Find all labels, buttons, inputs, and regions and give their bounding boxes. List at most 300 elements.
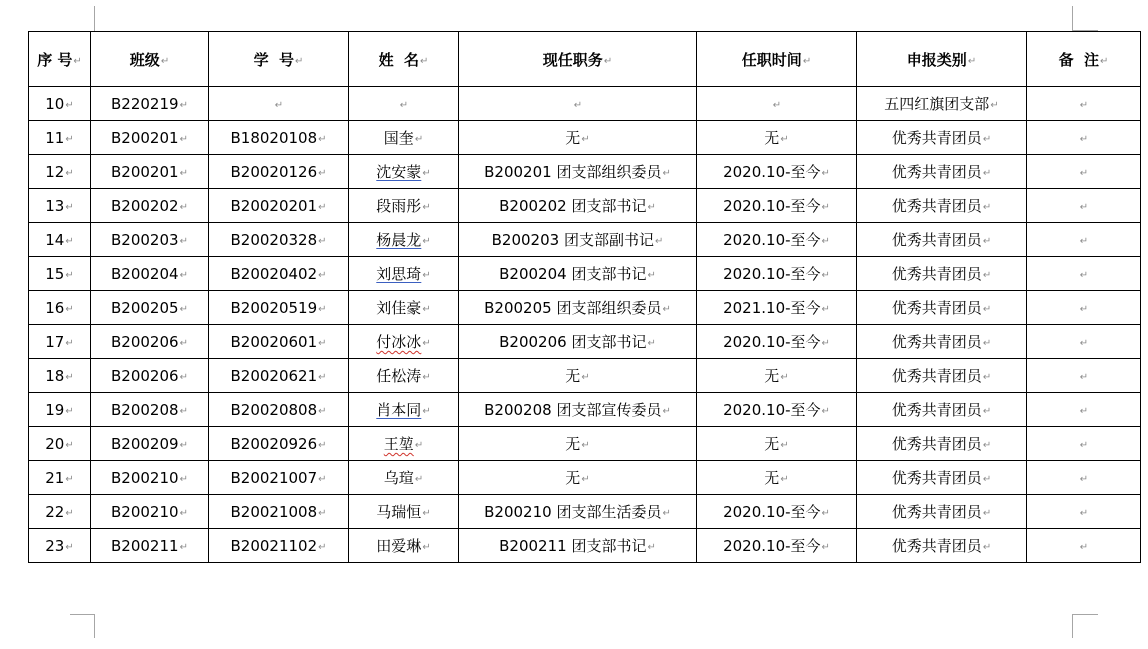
header-cell-category[interactable]: 申报类别↵ [857,32,1027,87]
paragraph-mark-icon: ↵ [179,473,188,485]
paragraph-mark-icon: ↵ [647,542,656,553]
paragraph-mark-icon: ↵ [179,405,188,417]
cell-student-id-text: B20021102 [230,536,318,555]
cell-position[interactable] [459,325,697,359]
table-row [29,529,1141,563]
paragraph-mark-icon: ↵ [1079,337,1089,349]
cell-class[interactable] [91,325,209,359]
cell-name[interactable] [349,257,459,291]
cell-student-id-text: B20020519 [230,298,318,317]
cell-student-id[interactable] [209,189,349,223]
paragraph-mark-icon: ↵ [399,99,409,111]
cell-student-id-text: B20020328 [230,230,318,249]
cell-no-text: 16 [45,298,65,317]
cell-position[interactable] [459,257,697,291]
paragraph-mark-icon: ↵ [821,338,830,349]
paragraph-mark-icon: ↵ [318,405,327,417]
cell-no[interactable] [29,427,91,461]
cell-remark[interactable] [1027,393,1141,427]
cell-name[interactable] [349,325,459,359]
paragraph-mark-icon: ↵ [982,338,992,349]
cell-student-id-text: B18020108 [230,128,318,147]
nomination-table [28,31,1141,563]
cell-no-text: 20 [45,434,65,453]
cell-class[interactable] [91,495,209,529]
paragraph-mark-icon: ↵ [573,99,583,111]
cell-class-text: B200211 [111,536,179,555]
paragraph-mark-icon: ↵ [422,372,431,383]
cell-category[interactable] [857,291,1027,325]
paragraph-mark-icon: ↵ [821,202,830,213]
paragraph-mark-icon: ↵ [179,541,188,553]
cell-name[interactable] [349,121,459,155]
cell-position[interactable] [459,87,697,121]
cell-no[interactable] [29,87,91,121]
cell-no[interactable] [29,393,91,427]
header-cell-remark[interactable]: 备 注↵ [1027,32,1141,87]
cell-class[interactable] [91,427,209,461]
cell-position-text: 无 [565,469,581,487]
paragraph-mark-icon: ↵ [982,372,992,383]
paragraph-mark-icon: ↵ [1079,371,1089,383]
cell-class[interactable] [91,291,209,325]
cell-category[interactable] [857,495,1027,529]
paragraph-mark-icon: ↵ [65,303,74,315]
cell-term[interactable] [697,291,857,325]
cell-remark[interactable] [1027,291,1141,325]
cell-name-text: 任松涛 [376,367,422,385]
cell-position[interactable] [459,155,697,189]
cell-category-text: 优秀共青团员 [891,231,982,249]
cell-no[interactable] [29,257,91,291]
paragraph-mark-icon: ↵ [65,507,74,519]
cell-name[interactable] [349,393,459,427]
paragraph-mark-icon: ↵ [318,473,327,485]
cell-category-text: 优秀共青团员 [891,401,982,419]
paragraph-mark-icon: ↵ [318,269,327,281]
cell-term-text: 2020.10-至今 [723,503,821,521]
cell-name-text: 段雨彤 [376,197,422,215]
cell-name[interactable] [349,359,459,393]
paragraph-mark-icon: ↵ [318,371,327,383]
cell-no[interactable] [29,189,91,223]
paragraph-mark-icon: ↵ [982,440,992,451]
header-cell-position[interactable]: 现任职务↵ [459,32,697,87]
cell-student-id-text: B20020126 [230,162,318,181]
cell-position[interactable] [459,121,697,155]
cell-position-text: 无 [565,129,581,147]
cell-term[interactable] [697,393,857,427]
cell-class[interactable] [91,529,209,563]
cell-remark[interactable] [1027,325,1141,359]
cell-class-text: B200204 [111,264,179,283]
paragraph-mark-icon: ↵ [780,474,789,485]
cell-student-id-text: B20020926 [230,434,318,453]
cell-no[interactable] [29,121,91,155]
paragraph-mark-icon: ↵ [160,55,170,67]
paragraph-mark-icon: ↵ [1079,167,1089,179]
paragraph-mark-icon: ↵ [318,507,327,519]
paragraph-mark-icon: ↵ [780,440,789,451]
cell-remark[interactable] [1027,121,1141,155]
paragraph-mark-icon: ↵ [1079,99,1089,111]
cell-position[interactable] [459,529,697,563]
cell-remark[interactable] [1027,359,1141,393]
cell-position[interactable] [459,461,697,495]
cell-student-id-text: B20020201 [230,196,318,215]
paragraph-mark-icon: ↵ [179,201,188,213]
paragraph-mark-icon: ↵ [1079,507,1089,519]
paragraph-mark-icon: ↵ [990,100,999,111]
cell-class-text: B200202 [111,196,179,215]
cell-class-text: B200210 [111,502,179,521]
cell-name-text: 杨晨龙 [376,231,422,249]
paragraph-mark-icon: ↵ [821,542,830,553]
cell-name[interactable] [349,495,459,529]
cell-category-text: 优秀共青团员 [891,503,982,521]
paragraph-mark-icon: ↵ [662,304,671,315]
paragraph-mark-icon: ↵ [581,372,590,383]
cell-student-id[interactable] [209,257,349,291]
paragraph-mark-icon: ↵ [1079,269,1089,281]
paragraph-mark-icon: ↵ [982,304,992,315]
cell-student-id-text: B20020621 [230,366,318,385]
cell-name-text: 王堃 [383,435,414,453]
cell-class-text: B200209 [111,434,179,453]
paragraph-mark-icon: ↵ [65,133,74,145]
paragraph-mark-icon: ↵ [422,270,431,281]
paragraph-mark-icon: ↵ [179,371,188,383]
cell-position-text: B200204 团支部书记 [499,265,647,283]
paragraph-mark-icon: ↵ [603,55,613,67]
cell-student-id[interactable] [209,155,349,189]
paragraph-mark-icon: ↵ [647,270,656,281]
cell-category[interactable] [857,257,1027,291]
paragraph-mark-icon: ↵ [772,99,782,111]
cell-category-text: 优秀共青团员 [891,163,982,181]
table-row [29,155,1141,189]
paragraph-mark-icon: ↵ [982,270,992,281]
paragraph-mark-icon: ↵ [662,508,671,519]
paragraph-mark-icon: ↵ [295,55,304,67]
cell-category[interactable] [857,223,1027,257]
table-row [29,427,1141,461]
cell-name-text: 肖本同 [376,401,422,419]
paragraph-mark-icon: ↵ [967,55,977,67]
cell-class[interactable] [91,87,209,121]
paragraph-mark-icon: ↵ [422,508,431,519]
cell-term-text: 无 [764,469,780,487]
header-cell-term[interactable]: 任职时间↵ [697,32,857,87]
cell-term[interactable] [697,257,857,291]
cell-no-text: 17 [45,332,65,351]
cell-name[interactable] [349,427,459,461]
cell-position[interactable] [459,495,697,529]
paragraph-mark-icon: ↵ [422,304,431,315]
cell-remark[interactable] [1027,257,1141,291]
table-row [29,257,1141,291]
cell-class-text: B200201 [111,162,179,181]
header-cell-class[interactable]: 班级↵ [91,32,209,87]
cell-class-text: B200206 [111,332,179,351]
table-row [29,291,1141,325]
cell-student-id[interactable] [209,495,349,529]
cell-student-id[interactable] [209,291,349,325]
cell-remark[interactable] [1027,461,1141,495]
cell-category[interactable] [857,529,1027,563]
cell-student-id[interactable] [209,359,349,393]
cell-category-text: 优秀共青团员 [891,265,982,283]
cell-position-text: 无 [565,367,581,385]
paragraph-mark-icon: ↵ [422,542,431,553]
paragraph-mark-icon: ↵ [780,134,789,145]
cell-name[interactable] [349,529,459,563]
cell-student-id-text: B20021007 [230,468,318,487]
cell-position[interactable] [459,291,697,325]
cell-category[interactable] [857,427,1027,461]
cell-category[interactable] [857,87,1027,121]
paragraph-mark-icon: ↵ [982,134,992,145]
paragraph-mark-icon: ↵ [662,168,671,179]
table-body [29,87,1141,563]
header-cell-no[interactable]: 序 号↵ [29,32,91,87]
paragraph-mark-icon: ↵ [1079,439,1089,451]
table-row [29,189,1141,223]
paragraph-mark-icon: ↵ [982,202,992,213]
paragraph-mark-icon: ↵ [821,236,830,247]
cell-remark[interactable] [1027,87,1141,121]
cell-position-text: B200208 团支部宣传委员 [484,401,662,419]
paragraph-mark-icon: ↵ [422,406,431,417]
paragraph-mark-icon: ↵ [982,542,992,553]
cell-name[interactable] [349,87,459,121]
paragraph-mark-icon: ↵ [318,439,327,451]
cell-class-text: B220219 [111,94,179,113]
paragraph-mark-icon: ↵ [318,201,327,213]
cell-no[interactable] [29,529,91,563]
cell-no[interactable] [29,461,91,495]
cell-position-text: B200210 团支部生活委员 [484,503,662,521]
cell-category-text: 优秀共青团员 [891,299,982,317]
cell-class[interactable] [91,121,209,155]
cell-term[interactable] [697,359,857,393]
cell-class-text: B200208 [111,400,179,419]
paragraph-mark-icon: ↵ [982,236,992,247]
cell-term[interactable] [697,223,857,257]
cell-no-text: 19 [45,400,65,419]
paragraph-mark-icon: ↵ [982,406,992,417]
paragraph-mark-icon: ↵ [420,55,429,67]
cell-class[interactable] [91,155,209,189]
cell-category[interactable] [857,325,1027,359]
cell-category-text: 优秀共青团员 [891,333,982,351]
paragraph-mark-icon: ↵ [1079,133,1089,145]
cell-term-text: 2020.10-至今 [723,265,821,283]
paragraph-mark-icon: ↵ [179,235,188,247]
cell-term[interactable] [697,121,857,155]
cell-term[interactable] [697,427,857,461]
cell-name-text: 付冰冰 [376,333,422,351]
paragraph-mark-icon: ↵ [73,55,82,67]
paragraph-mark-icon: ↵ [647,202,656,213]
cell-term[interactable] [697,87,857,121]
cell-name[interactable] [349,461,459,495]
cell-category[interactable] [857,359,1027,393]
cell-position[interactable] [459,427,697,461]
cell-name-text: 田爱琳 [376,537,422,555]
crop-mark-top-right-v [1072,6,1073,31]
paragraph-mark-icon: ↵ [581,134,590,145]
cell-term[interactable] [697,189,857,223]
table-row [29,461,1141,495]
paragraph-mark-icon: ↵ [318,133,327,145]
cell-no[interactable] [29,155,91,189]
crop-mark-bottom-right-h [1072,614,1098,615]
cell-category[interactable] [857,189,1027,223]
paragraph-mark-icon: ↵ [414,474,424,485]
paragraph-mark-icon: ↵ [179,167,188,179]
cell-remark[interactable] [1027,223,1141,257]
cell-category-text: 优秀共青团员 [891,197,982,215]
cell-class[interactable] [91,257,209,291]
paragraph-mark-icon: ↵ [780,372,789,383]
paragraph-mark-icon: ↵ [179,439,188,451]
cell-class-text: B200203 [111,230,179,249]
cell-term[interactable] [697,495,857,529]
cell-name-text: 沈安蒙 [376,163,422,181]
cell-term-text: 无 [764,435,780,453]
paragraph-mark-icon: ↵ [318,235,327,247]
cell-name[interactable] [349,155,459,189]
cell-student-id[interactable] [209,529,349,563]
cell-remark[interactable] [1027,495,1141,529]
cell-student-id[interactable] [209,223,349,257]
paragraph-mark-icon: ↵ [1079,235,1089,247]
paragraph-mark-icon: ↵ [318,337,327,349]
paragraph-mark-icon: ↵ [821,304,830,315]
cell-no[interactable] [29,359,91,393]
cell-position[interactable] [459,359,697,393]
header-cell-student-id[interactable]: 学 号↵ [209,32,349,87]
paragraph-mark-icon: ↵ [318,541,327,553]
cell-term-text: 2020.10-至今 [723,231,821,249]
cell-name-text: 刘思琦 [376,265,422,283]
cell-remark[interactable] [1027,155,1141,189]
cell-remark[interactable] [1027,529,1141,563]
cell-no-text: 21 [45,468,65,487]
cell-no-text: 12 [45,162,65,181]
cell-category-text: 优秀共青团员 [891,435,982,453]
cell-class-text: B200201 [111,128,179,147]
paragraph-mark-icon: ↵ [318,167,327,179]
cell-class[interactable] [91,189,209,223]
cell-category[interactable] [857,393,1027,427]
cell-class[interactable] [91,223,209,257]
cell-term[interactable] [697,461,857,495]
cell-no-text: 18 [45,366,65,385]
cell-name-text: 乌瑄 [383,469,414,487]
cell-term[interactable] [697,529,857,563]
cell-class[interactable] [91,359,209,393]
paragraph-mark-icon: ↵ [179,303,188,315]
paragraph-mark-icon: ↵ [65,405,74,417]
cell-no-text: 22 [45,502,65,521]
paragraph-mark-icon: ↵ [422,202,431,213]
cell-student-id[interactable] [209,121,349,155]
cell-class[interactable] [91,393,209,427]
cell-name[interactable] [349,291,459,325]
cell-no-text: 13 [45,196,65,215]
cell-student-id[interactable] [209,461,349,495]
paragraph-mark-icon: ↵ [821,270,830,281]
cell-no[interactable] [29,223,91,257]
cell-position[interactable] [459,393,697,427]
cell-no-text: 10 [45,94,65,113]
cell-no-text: 11 [45,128,65,147]
cell-name-text: 马瑞恒 [376,503,422,521]
paragraph-mark-icon: ↵ [1100,55,1109,67]
paragraph-mark-icon: ↵ [982,168,992,179]
cell-student-id[interactable] [209,427,349,461]
cell-no-text: 23 [45,536,65,555]
header-cell-name[interactable]: 姓 名↵ [349,32,459,87]
cell-student-id-text: B20020402 [230,264,318,283]
cell-name-text: 国奎 [383,129,414,147]
cell-term-text: 2020.10-至今 [723,333,821,351]
paragraph-mark-icon: ↵ [662,406,671,417]
cell-category-text: 优秀共青团员 [891,129,982,147]
cell-term-text: 无 [764,367,780,385]
cell-student-id[interactable] [209,325,349,359]
table-row [29,325,1141,359]
cell-class[interactable] [91,461,209,495]
cell-position[interactable] [459,189,697,223]
paragraph-mark-icon: ↵ [179,337,188,349]
cell-class-text: B200210 [111,468,179,487]
crop-mark-top-left-v [94,6,95,31]
cell-student-id[interactable] [209,393,349,427]
cell-term[interactable] [697,155,857,189]
paragraph-mark-icon: ↵ [982,474,992,485]
cell-no[interactable] [29,495,91,529]
cell-name[interactable] [349,223,459,257]
cell-name[interactable] [349,189,459,223]
cell-name-text: 刘佳豪 [376,299,422,317]
cell-category[interactable] [857,461,1027,495]
paragraph-mark-icon: ↵ [821,508,830,519]
table-row [29,121,1141,155]
cell-student-id-text: B20021008 [230,502,318,521]
paragraph-mark-icon: ↵ [318,303,327,315]
cell-student-id[interactable] [209,87,349,121]
cell-category[interactable] [857,121,1027,155]
cell-category[interactable] [857,155,1027,189]
crop-mark-bottom-left-v [94,614,95,638]
cell-no[interactable] [29,325,91,359]
paragraph-mark-icon: ↵ [179,99,188,111]
cell-position-text: B200202 团支部书记 [499,197,647,215]
cell-remark[interactable] [1027,189,1141,223]
cell-term-text: 2020.10-至今 [723,197,821,215]
cell-remark[interactable] [1027,427,1141,461]
cell-position[interactable] [459,223,697,257]
paragraph-mark-icon: ↵ [65,167,74,179]
cell-position-text: B200205 团支部组织委员 [484,299,662,317]
table-row [29,495,1141,529]
cell-term[interactable] [697,325,857,359]
cell-no[interactable] [29,291,91,325]
cell-position-text: B200206 团支部书记 [499,333,647,351]
